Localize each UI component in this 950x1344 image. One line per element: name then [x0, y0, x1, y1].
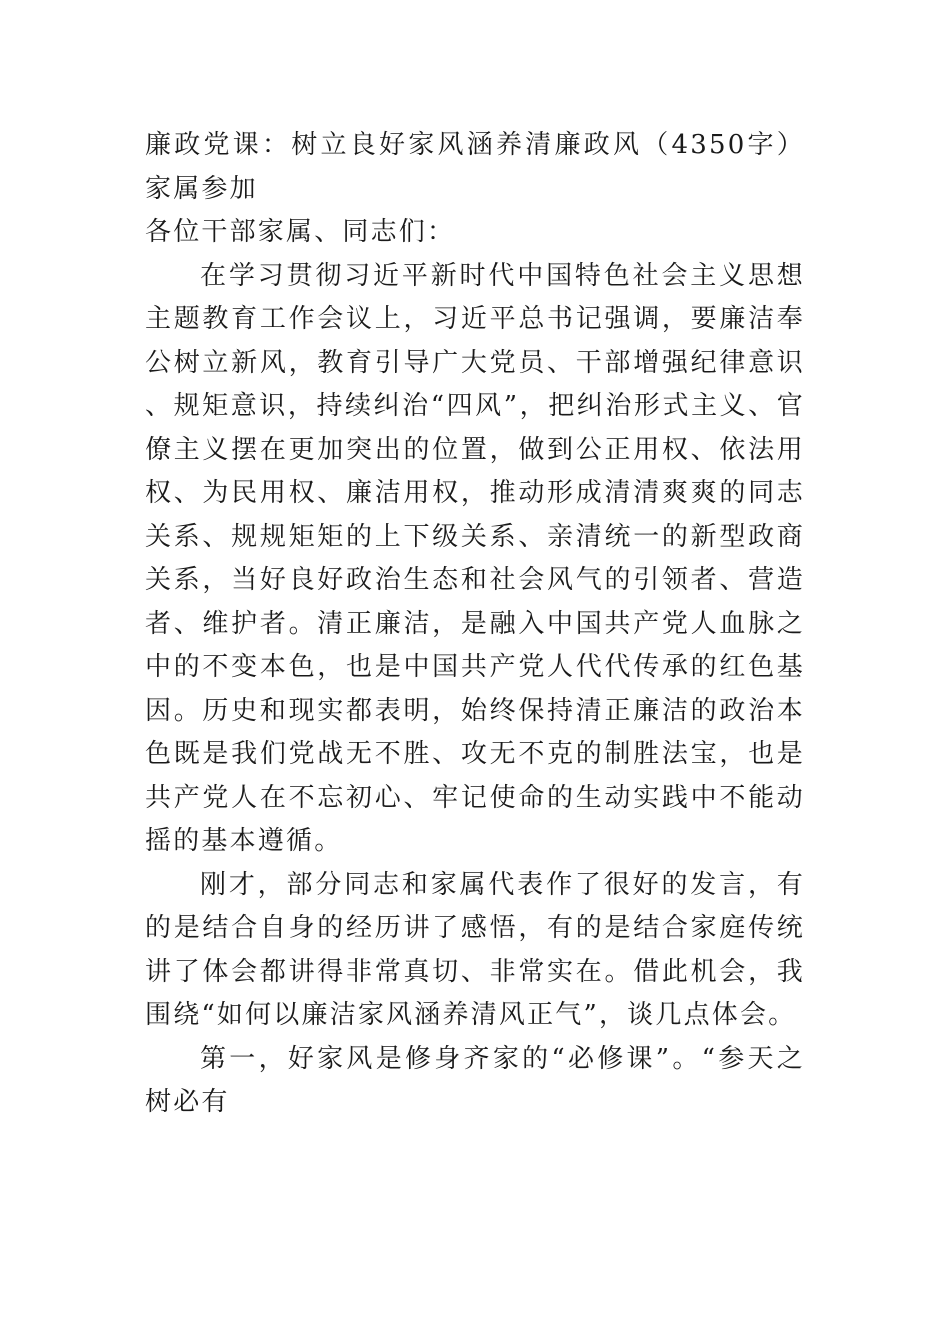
- salutation: 各位干部家属、同志们：: [145, 217, 456, 247]
- document-body: [145, 124, 805, 1125]
- paragraph-intro: 在学习贯彻习近平新时代中国特色社会主义思想主题教育工作会议上，习近平总书记强调，要廉洁奉公树立新风，教育引导广大党员、干部增强纪律意识、规矩意识，持续纠治“四风”，把纠治形式主义、官僚主义摆在更加突出的位置，做到公正用权、依法用权、为民用权、廉洁用权，推动形成清清爽爽的同志关系、规规矩矩的上下级关系、亲清统一的新型政商关系，当好良好政治生态和社会风气的引领者、营造者、维护者。清正廉洁，是融入中国共产党人血脉之中的不变本色，也是中国共产党人代代传承的红色基因。历史和现实都表明，始终保持清正廉洁的政治本色既是我们党战无不胜、攻无不克的制胜法宝，也是共产党人在不忘初心、牢记使命的生动实践中不能动摇的基本遵循。: [145, 260, 805, 856]
- paragraph-point-one: 第一，好家风是修身齐家的“必修课”。“参天之树必有: [145, 1043, 805, 1117]
- document-title: 廉政党课：树立良好家风涵养清廉政风（4350字）家属参加: [145, 130, 805, 204]
- paragraph-speakers: 刚才，部分同志和家属代表作了很好的发言，有的是结合自身的经历讲了感悟，有的是结合家庭传统讲了体会都讲得非常真切、非常实在。借此机会，我围绕“如何以廉洁家风涵养清风正气”，谈几点体会。: [145, 869, 805, 1030]
